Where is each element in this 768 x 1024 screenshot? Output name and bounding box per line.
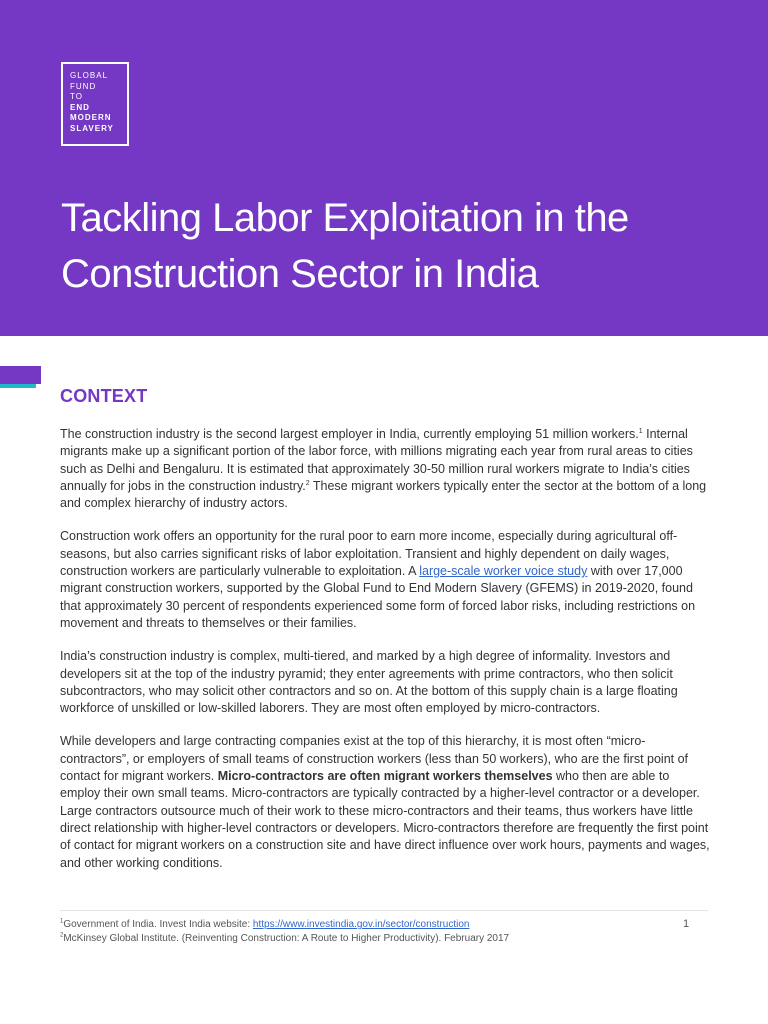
footnote-1 [60,918,708,932]
logo-text-line: GLOBAL [70,71,109,80]
footnote-ref: 1 [638,427,643,435]
title-line-1: Tackling Labor Exploitation in the [61,196,629,240]
logo-text-line: TO [70,92,83,101]
footnotes [60,910,708,946]
footnote-ref: 2 [305,479,310,487]
paragraph-text: Construction work offers an opportunity for the rural poor to earn more income, especially during agricultural off-seasons, but also carries significant risks of labor exploitation. Transient and highly dependent on daily wages, construction workers are particularly vulnerable to exploitation. A [60,529,678,579]
footnote-text: Government of India. Invest India website: [63,919,253,930]
footnote-text: McKinsey Global Institute. (Reinventing Construction: A Route to Higher Productivity). February 2017 [63,933,510,944]
logo-text-line: MODERN [70,113,112,122]
accent-bar-purple [0,366,41,384]
page-number: 1 [683,918,690,930]
paragraph-text: While developers and large contracting companies exist at the top of this hierarchy, it is most often “micro-contractors”, or employers of small teams of construction workers (less than 50 workers), who are the first point of contact for migrant workers. [60,734,689,784]
section-heading: CONTEXT [60,386,148,406]
paragraph-text: These migrant workers typically enter the sector at the bottom of a long and complex hierarchy of industry actors. [60,478,707,511]
header-banner [0,0,768,336]
invest-india-link[interactable]: https://www.investindia.gov.in/sector/construction [252,919,470,930]
paragraph-3: India’s construction industry is complex, multi-tiered, and marked by a high degree of informality. Investors and developers sit at the top of the industry pyramid; they enter agreements with prime contractors, who then solicit subcontractors, who may solicit other contractors and so on. At the bottom of this supply chain is a large floating workforce of unskilled or low-skilled laborers. They are most often employed by micro-contractors. [60,649,678,716]
paragraph-text: Internal migrants make up a significant portion of the labor force, with millions migrating each year from rural areas to cities such as Delhi and Bengaluru. It is estimated that approximately 30-50 million rural workers migrate to India’s cities annually for jobs in the construction industry. [60,427,693,493]
section-accent-marker [0,366,41,388]
logo-text-line: FUND [70,81,97,91]
paragraph-2 [60,528,712,632]
paragraph-4 [60,733,712,871]
gfems-logo [61,62,129,146]
footnote-number: 2 [60,932,64,939]
footnote-number: 1 [60,918,64,925]
title-line-2: Construction Sector in India [61,252,539,296]
paragraph-text: with over 17,000 migrant construction workers, supported by the Global Fund to End Modern Slavery (GFEMS) in 2019-2020, found that approximately 30 percent of respondents experienced some form of forced labor risks, including restrictions on movement and threats to themselves or their families. [60,564,696,630]
footnote-2 [60,932,708,946]
logo-text-line: END [70,102,90,112]
body-content [60,426,712,888]
document-title [61,190,741,302]
paragraph-1 [60,426,712,512]
accent-bar-teal [0,384,36,388]
paragraph-text: who then are able to employ their own small teams. Micro-contractors are typically contracted by a higher-level contractor or a developer. Large contractors outsource much of their work to these micro-contractors and their teams, thus workers have little direct relationship with higher-level contractors or developers. Micro-contractors therefore are frequently the first point of contact for migrant workers on a construction site and have direct influence over work hours, payments and wages, and other working conditions. [60,769,710,870]
emphasis-text: Micro-contractors are often migrant workers themselves [217,769,553,784]
worker-voice-study-link[interactable]: large-scale worker voice study [419,564,588,579]
paragraph-text: The construction industry is the second largest employer in India, currently employing 51 million workers. [60,427,639,441]
logo-text-line: SLAVERY [70,123,114,133]
